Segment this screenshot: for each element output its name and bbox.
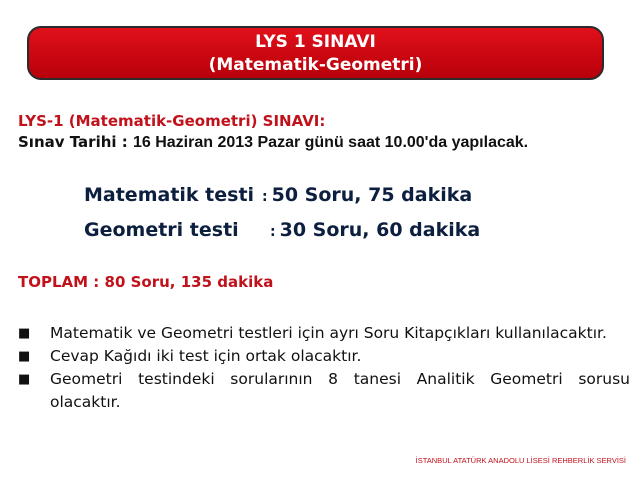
test-detail: 50 Soru, 75 dakika [271,184,473,206]
test-separator: : [262,189,268,205]
footer-credit: İSTANBUL ATATÜRK ANADOLU LİSESİ REHBERLİK SERVİSİ [415,456,626,465]
exam-date-line [18,133,528,152]
test-separator: : [270,224,276,240]
exam-date-label: Sınav Tarihi : [18,133,133,151]
test-detail: 30 Soru, 60 dakika [279,219,481,241]
list-item [18,322,630,345]
title-banner [27,26,604,80]
geometry-test-row [84,219,480,241]
list-item [18,368,630,414]
section-title: LYS-1 (Matematik-Geometri) SINAVI: [18,112,326,130]
list-item [18,345,630,368]
test-name: Matematik testi [84,184,255,206]
test-name: Geometri testi [84,219,239,241]
bullet-text: Geometri testindeki sorularının 8 tanesi Analitik Geometri sorusu olacaktır. [50,370,630,411]
square-bullet-icon: ■ [18,326,31,341]
banner-subtitle: (Matematik-Geometri) [208,55,423,75]
square-bullet-icon: ■ [18,372,31,387]
math-test-row [84,184,472,206]
banner-title: LYS 1 SINAVI [255,32,376,52]
square-bullet-icon: ■ [18,349,31,364]
exam-date-value: 16 Haziran 2013 Pazar günü saat 10.00'da yapılacak. [132,134,529,151]
total-line: TOPLAM : 80 Soru, 135 dakika [18,273,274,291]
bullet-text: Cevap Kağıdı iki test için ortak olacaktır. [50,347,362,365]
bullet-list [18,322,630,414]
bullet-text: Matematik ve Geometri testleri için ayrı Soru Kitapçıkları kullanılacaktır. [50,324,607,342]
